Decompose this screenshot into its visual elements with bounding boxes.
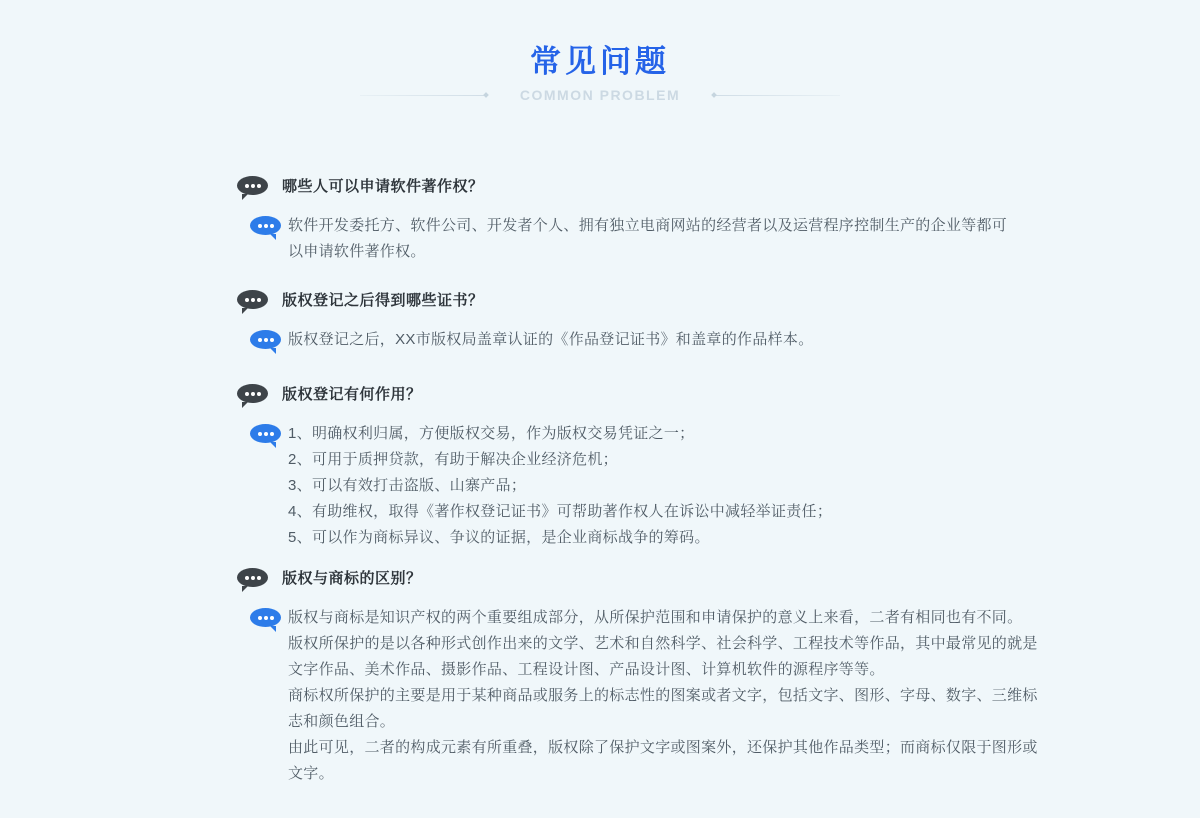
answer-text — [288, 605, 1038, 787]
answer-text — [288, 327, 814, 353]
answer-line: 商标权所保护的主要是用于某种商品或服务上的标志性的图案或者文字，包括文字、图形、字母、数字、三维标 — [288, 687, 1038, 704]
answer-chat-bubble-icon — [250, 608, 281, 627]
answer-text — [288, 213, 1007, 265]
faq-item — [237, 289, 987, 353]
answer-line: 文字作品、美术作品、摄影作品、工程设计图、产品设计图、计算机软件的源程序等等。 — [288, 661, 885, 678]
question-row — [237, 567, 987, 588]
question-text: 哪些人可以申请软件著作权？ — [282, 178, 484, 195]
question-text: 版权登记之后得到哪些证书？ — [282, 292, 484, 309]
question-chat-bubble-icon — [237, 176, 268, 195]
answer-chat-bubble-icon — [250, 330, 281, 349]
faq-item — [237, 567, 1038, 787]
answer-line: 软件开发委托方、软件公司、开发者个人、拥有独立电商网站的经营者以及运营程序控制生产的企业等都可 — [288, 217, 1008, 234]
left-decorative-line — [360, 95, 487, 96]
answer-line: 由此可见，二者的构成元素有所重叠，版权除了保护文字或图案外，还保护其他作品类型；而商标仅限于图形或 — [288, 739, 1038, 756]
faq-item — [237, 383, 987, 551]
answer-line: 版权登记之后，XX市版权局盖章认证的《作品登记证书》和盖章的作品样本。 — [288, 331, 814, 348]
question-chat-bubble-icon — [237, 384, 268, 403]
question-row — [237, 383, 987, 404]
question-text: 版权登记有何作用？ — [282, 386, 422, 403]
answer-line: 文字。 — [288, 765, 334, 782]
answer-line: 5、可以作为商标异议、争议的证据，是企业商标战争的筹码。 — [288, 529, 710, 546]
answer-row — [250, 421, 987, 551]
answer-chat-bubble-icon — [250, 424, 281, 443]
answer-line: 2、可用于质押贷款，有助于解决企业经济危机； — [288, 451, 618, 468]
answer-line: 4、有助维权，取得《著作权登记证书》可帮助著作权人在诉讼中减轻举证责任； — [288, 503, 833, 520]
question-row — [237, 175, 987, 196]
answer-line: 以申请软件著作权。 — [288, 243, 426, 260]
answer-line: 1、明确权利归属，方便版权交易，作为版权交易凭证之一； — [288, 425, 695, 442]
answer-text — [288, 421, 832, 551]
answer-row — [250, 605, 1038, 787]
answer-line: 版权与商标是知识产权的两个重要组成部分，从所保护范围和申请保护的意义上来看，二者有相同也有不同。 — [288, 609, 1023, 626]
section-header — [0, 0, 1200, 103]
answer-line: 版权所保护的是以各种形式创作出来的文学、艺术和自然科学、社会科学、工程技术等作品，其中最常见的就是 — [288, 635, 1038, 652]
question-text: 版权与商标的区别？ — [282, 570, 422, 587]
answer-row — [250, 327, 987, 353]
question-chat-bubble-icon — [237, 290, 268, 309]
question-row — [237, 289, 987, 310]
faq-item — [237, 175, 1008, 265]
question-chat-bubble-icon — [237, 568, 268, 587]
answer-line: 志和颜色组合。 — [288, 713, 396, 730]
answer-line: 3、可以有效打击盗版、山寨产品； — [288, 477, 527, 494]
page-subtitle: COMMON PROBLEM — [519, 87, 681, 103]
right-decorative-line — [713, 95, 840, 96]
faq-list — [237, 175, 1038, 787]
answer-row — [250, 213, 1008, 265]
page-title: 常见问题 — [530, 44, 670, 79]
subtitle-row — [0, 87, 1200, 103]
answer-chat-bubble-icon — [250, 216, 281, 235]
